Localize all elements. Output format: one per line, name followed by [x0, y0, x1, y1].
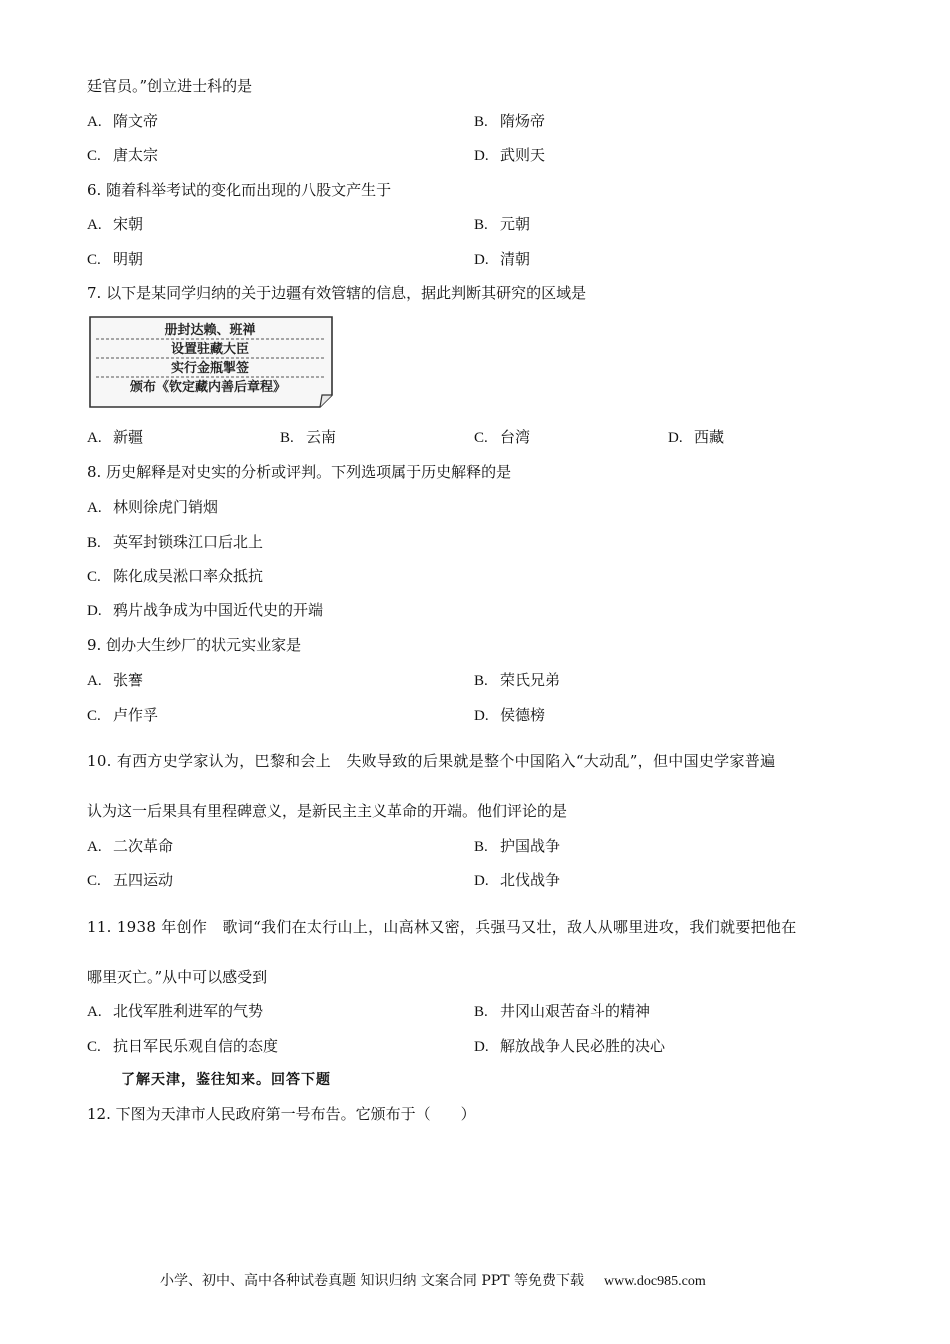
option-label: B.: [474, 1004, 488, 1020]
q10-stem-line-1: 10. 有西方史学家认为，巴黎和会上 失败导致的后果就是整个中国陷入“大动乱”，但中国史学家普遍: [87, 752, 776, 770]
option-label: A.: [87, 673, 102, 689]
q5-stem-tail: 廷官员。”创立进士科的是: [87, 77, 253, 95]
q8-option-c: [87, 566, 263, 587]
figure-line-3: 实行金瓶掣签: [170, 361, 250, 376]
q9-option-d: [474, 705, 545, 726]
section-intro: 了解天津，鉴往知来。回答下题: [121, 1072, 331, 1088]
option-text: 北伐战争: [500, 871, 561, 889]
option-label: D.: [87, 603, 102, 619]
option-text: 荣氏兄弟: [500, 671, 561, 689]
option-text: 解放战争人民必胜的决心: [500, 1037, 666, 1055]
q11-stem-line-2: 哪里灭亡。”从中可以感受到: [87, 968, 268, 986]
option-text: 英军封锁珠江口后北上: [113, 533, 264, 551]
option-label: B.: [87, 535, 101, 551]
q12-stem: 12. 下图为天津市人民政府第一号布告。它颁布于（ ）: [87, 1105, 476, 1123]
q5-option-b: [474, 111, 545, 132]
option-text: 清朝: [500, 250, 531, 268]
option-text: 张謇: [113, 671, 144, 689]
option-text: 卢作孚: [113, 706, 159, 724]
q8-option-d: [87, 600, 323, 621]
q10-stem-line-2: 认为这一后果具有里程碑意义，是新民主主义革命的开端。他们评论的是: [87, 802, 568, 820]
q8-stem: 8. 历史解释是对史实的分析或评判。下列选项属于历史解释的是: [87, 463, 512, 481]
q11-option-c: [87, 1036, 278, 1057]
option-text: 宋朝: [113, 215, 144, 233]
option-label: D.: [668, 430, 683, 446]
q7-option-c: [474, 427, 530, 448]
option-label: A.: [87, 114, 102, 130]
q11-stem-line-1: 11. 1938 年创作 歌词“我们在太行山上，山高林又密，兵强马又壮，敌人从哪里进攻，我们就要把他在: [87, 918, 797, 936]
option-text: 云南: [306, 428, 337, 446]
option-text: 五四运动: [113, 871, 174, 889]
q5-option-a: [87, 111, 158, 132]
footer-text: 小学、初中、高中各种试卷真题 知识归纳 文案合同 PPT 等免费下载: [160, 1273, 584, 1289]
option-label: B.: [474, 673, 488, 689]
option-label: D.: [474, 873, 489, 889]
option-text: 元朝: [500, 215, 531, 233]
option-text: 隋文帝: [113, 112, 159, 130]
option-text: 隋炀帝: [500, 112, 546, 130]
option-text: 护国战争: [500, 837, 561, 855]
page-footer: [160, 1270, 706, 1290]
option-label: C.: [87, 708, 101, 724]
q6-option-c: [87, 249, 143, 270]
q8-option-b: [87, 532, 263, 553]
q9-option-c: [87, 705, 158, 726]
option-text: 台湾: [500, 428, 531, 446]
option-label: D.: [474, 252, 489, 268]
option-label: A.: [87, 217, 102, 233]
option-label: C.: [87, 252, 101, 268]
option-label: C.: [87, 1039, 101, 1055]
q9-option-a: [87, 670, 143, 691]
option-label: C.: [87, 148, 101, 164]
option-text: 新疆: [113, 428, 144, 446]
q6-stem: 6. 随着科举考试的变化而出现的八股文产生于: [87, 181, 392, 199]
option-text: 抗日军民乐观自信的态度: [113, 1037, 279, 1055]
option-text: 二次革命: [113, 837, 174, 855]
option-label: B.: [474, 217, 488, 233]
option-text: 鸦片战争成为中国近代史的开端: [113, 601, 324, 619]
option-text: 北伐军胜利进军的气势: [113, 1002, 264, 1020]
option-text: 西藏: [694, 428, 725, 446]
footer-url[interactable]: www.doc985.com: [603, 1274, 706, 1289]
figure-line-4: 颁布《钦定藏内善后章程》: [129, 380, 287, 395]
q7-stem: 7. 以下是某同学归纳的关于边疆有效管辖的信息，据此判断其研究的区域是: [87, 284, 587, 302]
option-label: D.: [474, 148, 489, 164]
option-text: 唐太宗: [113, 146, 159, 164]
q11-option-a: [87, 1001, 263, 1022]
q7-note-figure: [88, 315, 338, 409]
option-text: 井冈山艰苦奋斗的精神: [500, 1002, 651, 1020]
q6-option-b: [474, 214, 530, 235]
q10-option-c: [87, 870, 173, 891]
q7-option-b: [280, 427, 336, 448]
option-label: D.: [474, 708, 489, 724]
q11-option-b: [474, 1001, 650, 1022]
option-label: C.: [474, 430, 488, 446]
option-text: 林则徐虎门销烟: [113, 498, 219, 516]
q8-option-a: [87, 497, 218, 518]
option-label: A.: [87, 430, 102, 446]
option-label: B.: [280, 430, 294, 446]
option-label: C.: [87, 569, 101, 585]
option-label: A.: [87, 839, 102, 855]
q5-option-d: [474, 145, 545, 166]
q10-option-d: [474, 870, 560, 891]
option-label: B.: [474, 114, 488, 130]
option-label: A.: [87, 500, 102, 516]
figure-line-2: 设置驻藏大臣: [170, 342, 250, 357]
q6-option-d: [474, 249, 530, 270]
q11-option-d: [474, 1036, 665, 1057]
option-text: 武则天: [500, 146, 546, 164]
option-text: 陈化成吴淞口率众抵抗: [113, 567, 264, 585]
q6-option-a: [87, 214, 143, 235]
option-label: A.: [87, 1004, 102, 1020]
q10-option-a: [87, 836, 173, 857]
q9-option-b: [474, 670, 560, 691]
option-label: B.: [474, 839, 488, 855]
figure-line-1: 册封达赖、班禅: [164, 323, 256, 338]
option-text: 明朝: [113, 250, 144, 268]
option-label: C.: [87, 873, 101, 889]
option-label: D.: [474, 1039, 489, 1055]
q7-option-d: [668, 427, 724, 448]
q5-option-c: [87, 145, 158, 166]
option-text: 侯德榜: [500, 706, 546, 724]
q7-option-a: [87, 427, 143, 448]
q9-stem: 9. 创办大生纱厂的状元实业家是: [87, 636, 302, 654]
q10-option-b: [474, 836, 560, 857]
